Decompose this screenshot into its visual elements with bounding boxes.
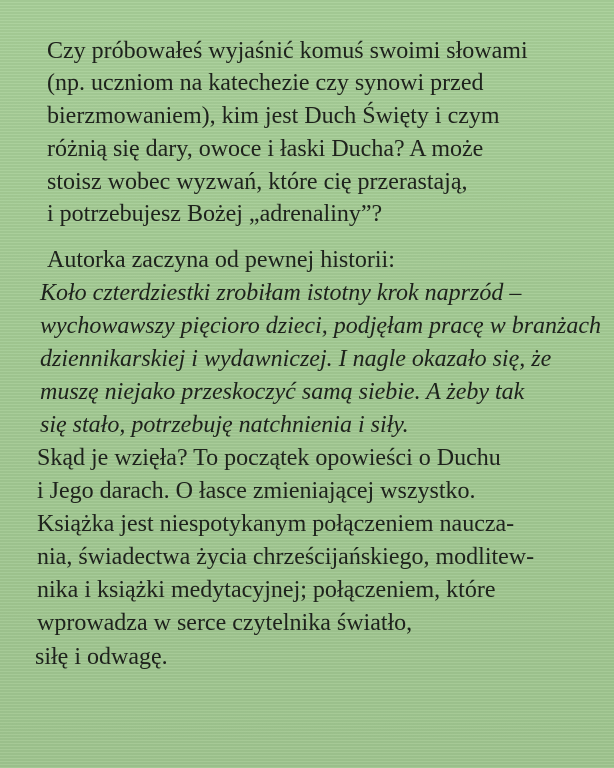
text-line: nia, świadectwa życia chrześcijańskiego, modlitew- — [37, 544, 535, 570]
text-line: wprowadza w serce czytelnika światło, — [37, 610, 413, 636]
text-line: Książka jest niespotykanym połączeniem naucza- — [37, 511, 515, 537]
text-line: (np. uczniom na katechezie czy synowi przed — [47, 70, 484, 96]
text-line: nika i książki medytacyjnej; połączeniem, które — [37, 577, 496, 603]
text-line: stoisz wobec wyzwań, które cię przerastają, — [47, 169, 468, 195]
text-line: Czy próbowałeś wyjaśnić komuś swoimi słowami — [47, 38, 528, 64]
quote-line: Koło czterdziestki zrobiłam istotny krok naprzód – — [40, 280, 522, 306]
quote-intro: Autorka zaczyna od pewnej historii: — [47, 247, 395, 273]
text-line: i potrzebujesz Bożej „adrenaliny”? — [47, 201, 383, 227]
quote-line: muszę niejako przeskoczyć samą siebie. A żeby tak — [40, 379, 525, 405]
text-line: Skąd je wzięła? To początek opowieści o Duchu — [37, 445, 501, 471]
text-line: bierzmowaniem), kim jest Duch Święty i czym — [47, 103, 500, 129]
quote-line: dziennikarskiej i wydawniczej. I nagle okazało się, że — [40, 346, 552, 372]
quote-line: się stało, potrzebuję natchnienia i siły. — [40, 412, 409, 438]
text-line: i Jego darach. O łasce zmieniającej wszystko. — [37, 478, 476, 504]
text-line: siłę i odwagę. — [35, 644, 168, 670]
quote-line: wychowawszy pięcioro dzieci, podjęłam pracę w branżach — [40, 313, 602, 339]
text-line: różnią się dary, owoce i łaski Ducha? A może — [47, 136, 484, 162]
